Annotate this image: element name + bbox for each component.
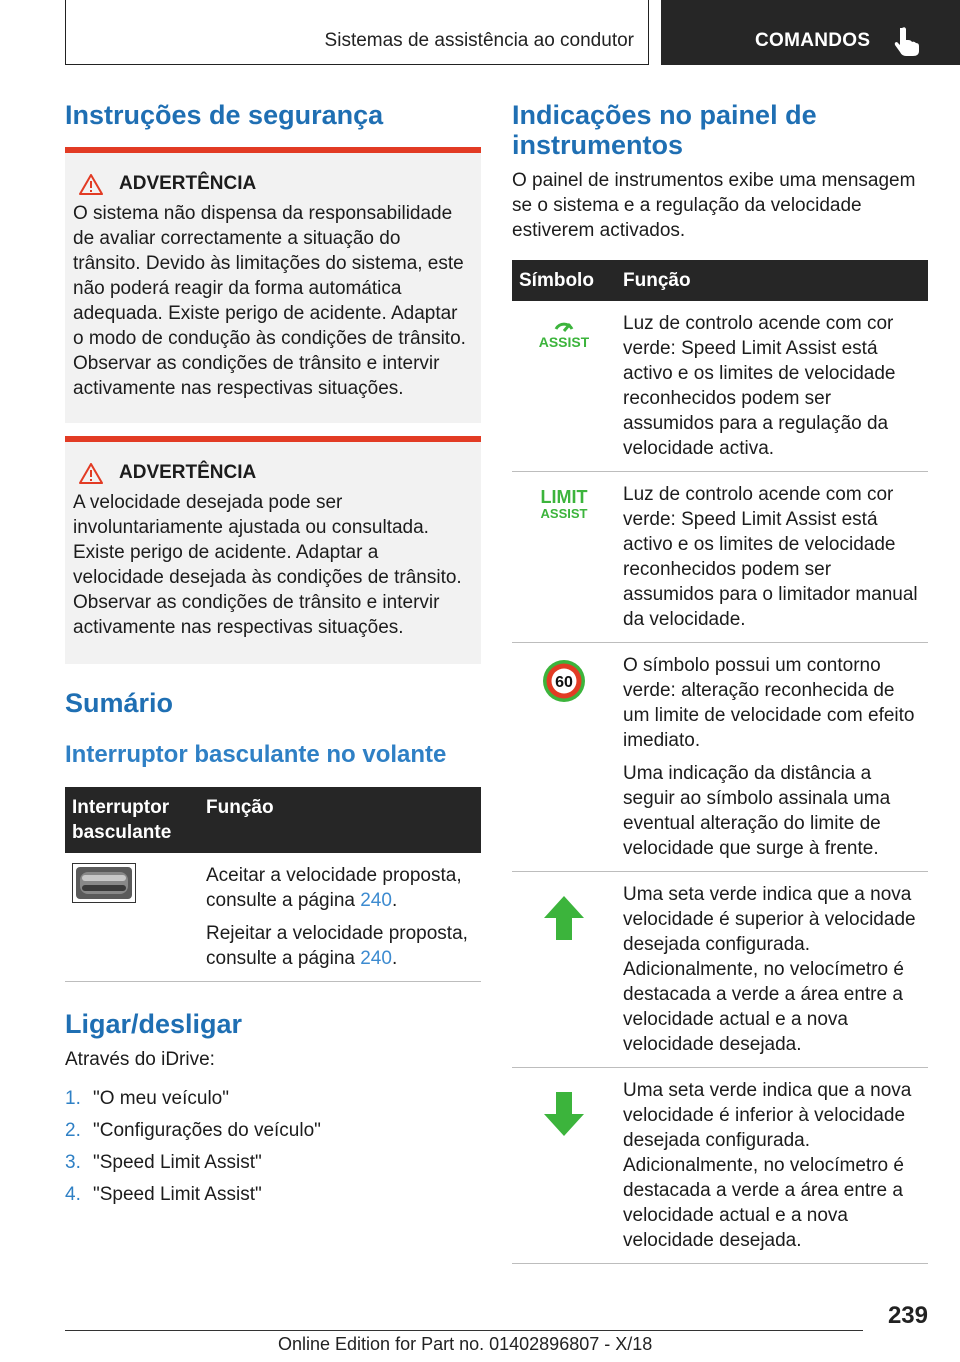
list-item: 1. "O meu veículo" — [65, 1088, 229, 1109]
right-column — [512, 100, 928, 1264]
warning-triangle-icon — [79, 174, 103, 195]
warning-text-2: A velocidade desejada pode ser involuntariamente ajustada ou consultada. Existe perigo de acidente. Adaptar a velocidade desejada às condições de trânsito. Observar as condições de trânsito e intervir activamente nas respectivas situações. — [73, 492, 462, 638]
symbol-col-function: Função — [616, 260, 928, 301]
table-row — [512, 872, 928, 1068]
symbol-col-symbol: Símbolo — [512, 260, 616, 301]
page-link-reject[interactable]: 240 — [360, 948, 392, 969]
warning-title-2 — [79, 462, 473, 484]
table-row — [512, 472, 928, 643]
speed-limit-60-icon — [542, 659, 586, 703]
instrument-title: Indicações no painel de instrumentos — [512, 100, 817, 160]
table-row — [65, 853, 481, 982]
list-item: 2. "Configurações do veículo" — [65, 1120, 321, 1141]
symbol-desc-assist: Luz de controlo acende com cor verde: Speed Limit Assist está activo e os limites de velocidade reconhecidos podem ser assumidos para a regulação da velocidade activa. — [616, 301, 928, 472]
svg-text:LIMIT: LIMIT — [540, 487, 588, 507]
warning-box-1 — [65, 147, 481, 423]
rocker-col-switch: Interruptor basculante — [65, 787, 199, 853]
symbol-desc-arrow-up: Uma seta verde indica que a nova velocidade é superior à velocidade desejada configurada. Adicionalmente, no velocímetro é destacada a verde a área entre a velocidade actual e a nova velocidade desejada. — [616, 872, 928, 1068]
safety-title: Instruções de segurança — [65, 100, 384, 130]
list-item: 3. "Speed Limit Assist" — [65, 1152, 262, 1173]
rocker-title: Interruptor basculante no volante — [65, 741, 447, 768]
page-number: 239 — [887, 1302, 928, 1329]
header-section-title: Sistemas de assistência ao condutor — [324, 30, 634, 51]
limit-assist-icon — [539, 486, 589, 526]
instrument-intro: O painel de instrumentos exibe uma mensagem se o sistema e a regulação da velocidade estiverem activados. — [512, 170, 916, 241]
page-link-accept[interactable]: 240 — [360, 890, 392, 911]
warning-label-1: ADVERTÊNCIA — [119, 173, 257, 194]
table-row — [512, 643, 928, 872]
footer-edition: Online Edition for Part no. 01402896807 - X/18 — [278, 1334, 653, 1354]
onoff-intro: Através do iDrive: — [65, 1049, 215, 1070]
table-row — [512, 1068, 928, 1264]
steps-list — [65, 1086, 481, 1207]
table-row — [512, 301, 928, 472]
rocker-table — [65, 787, 481, 982]
footer-divider — [65, 1330, 863, 1331]
arrow-up-icon — [542, 894, 586, 942]
svg-text:60: 60 — [555, 674, 573, 691]
warning-label-2: ADVERTÊNCIA — [119, 462, 257, 483]
rocker-switch-icon — [72, 863, 136, 903]
svg-text:ASSIST: ASSIST — [539, 334, 589, 350]
header-section-box — [65, 0, 649, 65]
rocker-col-function: Função — [199, 787, 481, 853]
reject-speed-text: Rejeitar a velocidade proposta, consulte a página 240. — [206, 923, 468, 969]
onoff-title: Ligar/desligar — [65, 1009, 243, 1039]
header-chapter-box — [661, 0, 960, 65]
symbol-desc-arrow-down: Uma seta verde indica que a nova velocidade é inferior à velocidade desejada configurada. Adicionalmente, no velocímetro é destacada a verde a área entre a velocidade actual e a nova velocidade desejada. — [616, 1068, 928, 1264]
warning-text-1: O sistema não dispensa da responsabilidade de avaliar correctamente a situação do trânsito. Devido às limitações do sistema, este não poderá reagir da forma automática adequada. Existe perigo de acidente. Adaptar o modo de condução às condições de trânsito. Observar as condições de trânsito e intervir activamente nas respectivas situações. — [73, 203, 466, 399]
left-column — [65, 100, 481, 1214]
symbol-desc-limit-assist: Luz de controlo acende com cor verde: Speed Limit Assist está activo e os limites de velocidade reconhecidos podem ser assumidos para o limitador manual da velocidade. — [616, 472, 928, 643]
pointing-hand-icon — [893, 26, 921, 56]
symbol-table — [512, 260, 928, 1264]
warning-title-1 — [79, 173, 473, 195]
list-item: 4. "Speed Limit Assist" — [65, 1184, 262, 1205]
assist-icon — [539, 315, 589, 351]
symbol-desc-60: O símbolo possui um contorno verde: alteração reconhecida de um limite de velocidade com efeito imediato. — [623, 655, 915, 751]
svg-text:ASSIST: ASSIST — [540, 506, 588, 521]
warning-triangle-icon — [79, 463, 103, 484]
summary-title: Sumário — [65, 688, 174, 718]
arrow-down-icon — [542, 1090, 586, 1138]
accept-speed-text: Aceitar a velocidade proposta, consulte a página 240. — [206, 865, 462, 911]
header-chapter-title: COMANDOS — [755, 30, 871, 51]
warning-box-2 — [65, 436, 481, 664]
symbol-desc-60-distance: Uma indicação da distância a seguir ao símbolo assinala uma eventual alteração do limite de velocidade que surge à frente. — [623, 763, 891, 859]
